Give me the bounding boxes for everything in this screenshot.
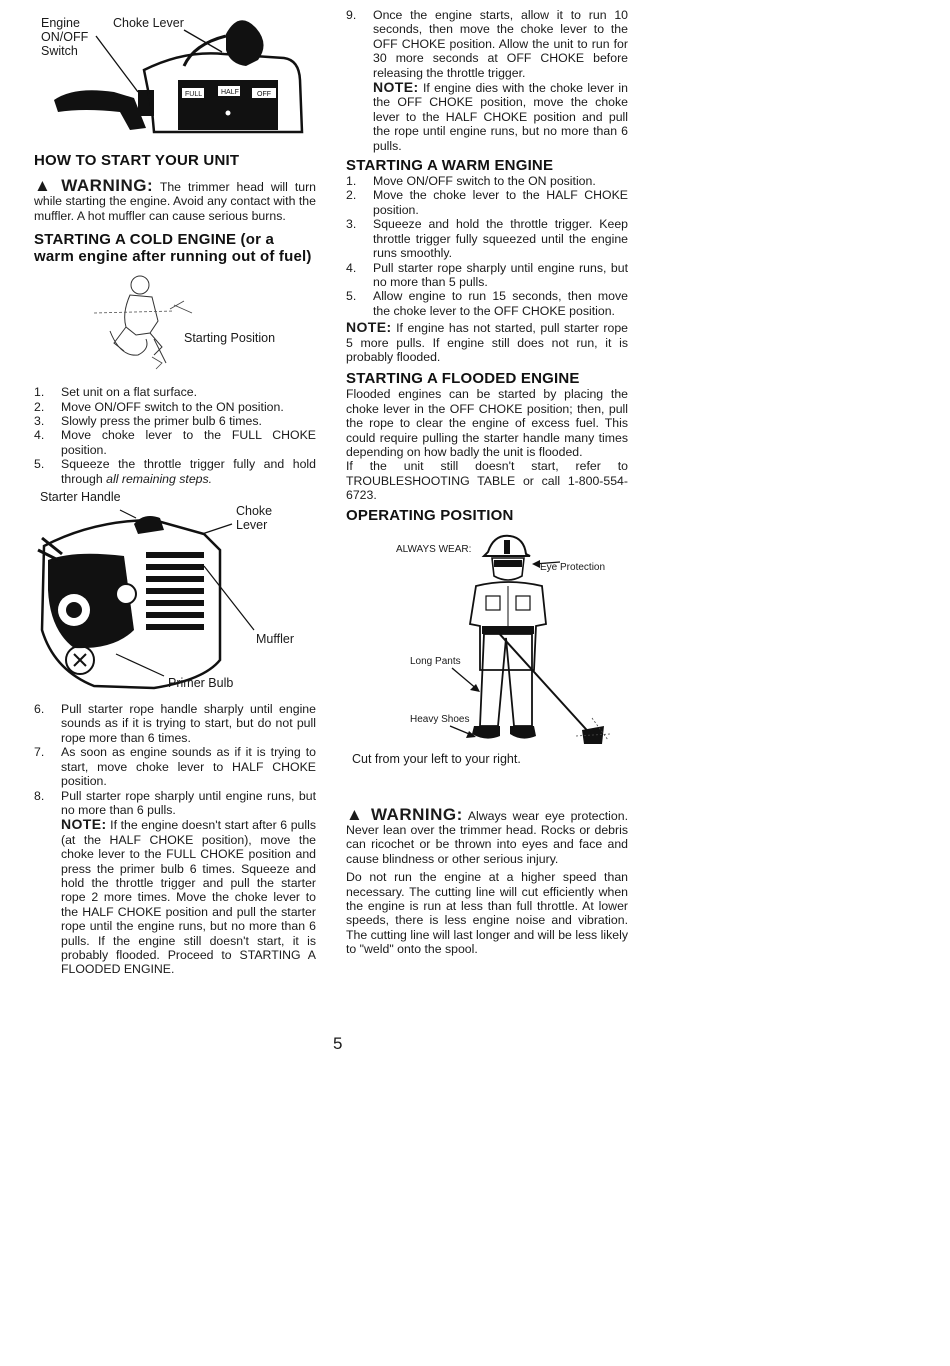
how-to-start-heading: HOW TO START YOUR UNIT [34, 152, 240, 169]
cutting-direction-caption: Cut from your left to your right. [352, 751, 521, 766]
switch-position-half: HALF [221, 89, 239, 96]
left-column [34, 0, 316, 977]
throttle-paragraph: Do not run the engine at a higher speed than necessary. The cutting line will cut efficiently when the engine is run at less than full throttle. At lower speeds, there is less engine noise and vibration. The cutting line will last longer and will be less likely to "weld" onto the spool. [346, 870, 628, 957]
cold-start-steps [34, 385, 316, 486]
warning-word: WARNING: [370, 804, 463, 824]
starting-position-figure [34, 265, 316, 383]
warning-text: The trimmer head will turn while starting the engine. Avoid any contact with the muffler. A hot muffler can cause serious burns. [34, 180, 317, 223]
engine-illustration [34, 490, 316, 702]
page-number: 5 [333, 1034, 343, 1053]
cold-start-steps-continued [34, 702, 316, 977]
step-nine-note: NOTE: If engine dies with the choke lever in the OFF CHOKE position, move the choke lever to the HALF CHOKE position and pull the rope until engine runs, but no more than 6 pulls. [373, 79, 628, 153]
switch-position-off: OFF [257, 91, 271, 98]
right-column [346, 8, 628, 957]
starter-handle-label: Starter Handle [40, 490, 121, 505]
warning-word: WARNING: [61, 176, 154, 195]
engine-switch-figure [34, 0, 316, 140]
engine-switch-label: Engine ON/OFF Switch [41, 16, 89, 58]
operating-heading: OPERATING POSITION [346, 506, 514, 524]
switch-position-full: FULL [185, 91, 203, 98]
flooded-text: Flooded engines can be started by placing the choke lever in the OFF CHOKE position; then, pull the rope to clear the engine of excess fuel. This could require pulling the starter handle many times depending on how badly the unit is flooded. [346, 387, 628, 459]
eye-protection-label: Eye Protection [540, 561, 606, 573]
list-item: 6. Pull starter rope handle sharply until engine sounds as if it is trying to start, but do not pull rope more than 6 times. [34, 702, 316, 745]
list-item: 7. As soon as engine sounds as if it is trying to start, move choke lever to HALF CHOKE position. [34, 745, 316, 789]
list-item: 2. Move the choke lever to the HALF CHOKE position. [346, 188, 628, 217]
list-item: 9. Once the engine starts, allow it to run 10 seconds, then move the choke lever to the OFF CHOKE position. Allow the unit to run for 30 more seconds at OFF CHOKE before releasing the throttle trigger. NOTE: If engine dies with the choke lever in the OFF CHOKE position, move the choke lever to the HALF CHOKE position and pull the rope until engine runs, but no more than 6 pulls. [346, 8, 628, 153]
start-warning [34, 176, 317, 223]
flooded-text-2: If the unit still doesn't start, refer to TROUBLESHOOTING TABLE or call 1-800-554-6723. [346, 459, 628, 503]
list-item: 3. Squeeze and hold the throttle trigger. Keep throttle trigger fully squeezed until the engine runs smoothly. [346, 217, 628, 261]
heavy-shoes-label: Heavy Shoes [410, 713, 470, 725]
list-item: 1. Move ON/OFF switch to the ON position. [346, 174, 596, 189]
list-item: 8. Pull starter rope sharply until engine runs, but no more than 6 pulls. NOTE: If the engine doesn't start after 6 pulls (at the HALF CHOKE position), move the choke lever to the FULL CHOKE position and press the primer bulb 6 times. Squeeze and hold the throttle trigger and pull the starter rope 2 more times. Move the choke lever to the HALF CHOKE position and pull the starter rope until the engine runs, but no more than 6 pulls. If the engine still doesn't start, it is probably flooded. Proceed to STARTING A FLOODED ENGINE. [34, 788, 316, 977]
cold-start-heading: STARTING A COLD ENGINE (or a warm engine after running out of fuel) [34, 231, 312, 266]
choke-lever-label: Choke Lever [113, 16, 184, 30]
list-item: 1. Set unit on a flat surface. [34, 385, 198, 400]
warm-start-steps [346, 174, 628, 318]
starting-position-label: Starting Position [184, 331, 276, 346]
warning-text: Always wear eye protection. Never lean over the trimmer head. Rocks or debris can ricochet or be thrown into eyes and face and cause blindness or other serious injury. [346, 808, 628, 866]
eye-protection-warning [346, 804, 628, 867]
flooded-heading: STARTING A FLOODED ENGINE [346, 370, 580, 388]
cold-start-note: NOTE: If the engine doesn't start after 6 pulls (at the HALF CHOKE position), move the choke lever to the FULL CHOKE position and press the primer bulb 6 times. Squeeze and hold the throttle trigger and pull the starter rope 2 more times. Move the choke lever to the HALF CHOKE position and pull the starter rope until the engine runs, but no more than 6 pulls. If the engine still doesn't start, it is probably flooded. Proceed to STARTING A FLOODED ENGINE. [61, 816, 316, 977]
always-wear-label: ALWAYS WEAR: [396, 543, 472, 555]
warm-start-note: NOTE: If engine has not started, pull starter rope 5 more pulls. If engine still does not run, it is probably flooded. [346, 319, 628, 364]
list-item: 5. Allow engine to run 15 seconds, then move the choke lever to the OFF CHOKE position. [346, 289, 628, 318]
engine-figure [34, 490, 316, 702]
choke-lever-label: Choke Lever [236, 504, 273, 533]
list-item: 3. Slowly press the primer bulb 6 times. [34, 414, 262, 429]
operating-position-figure [346, 530, 628, 766]
step-nine-list [346, 8, 628, 153]
warning-triangle-icon: ▲ [346, 804, 366, 824]
muffler-label: Muffler [256, 632, 294, 647]
list-item: 4. Move choke lever to the FULL CHOKE position. [34, 428, 316, 457]
list-item: 4. Pull starter rope sharply until engine runs, but no more than 5 pulls. [346, 260, 628, 289]
long-pants-label: Long Pants [410, 655, 461, 667]
list-item: 2. Move ON/OFF switch to the ON position. [34, 399, 284, 414]
warm-start-heading: STARTING A WARM ENGINE [346, 157, 554, 175]
list-item: 5. Squeeze the throttle trigger fully and hold through all remaining steps. [34, 457, 316, 486]
warning-triangle-icon: ▲ [34, 176, 55, 195]
starting-position-illustration [34, 265, 316, 383]
primer-bulb-label: Primer Bulb [168, 676, 234, 691]
